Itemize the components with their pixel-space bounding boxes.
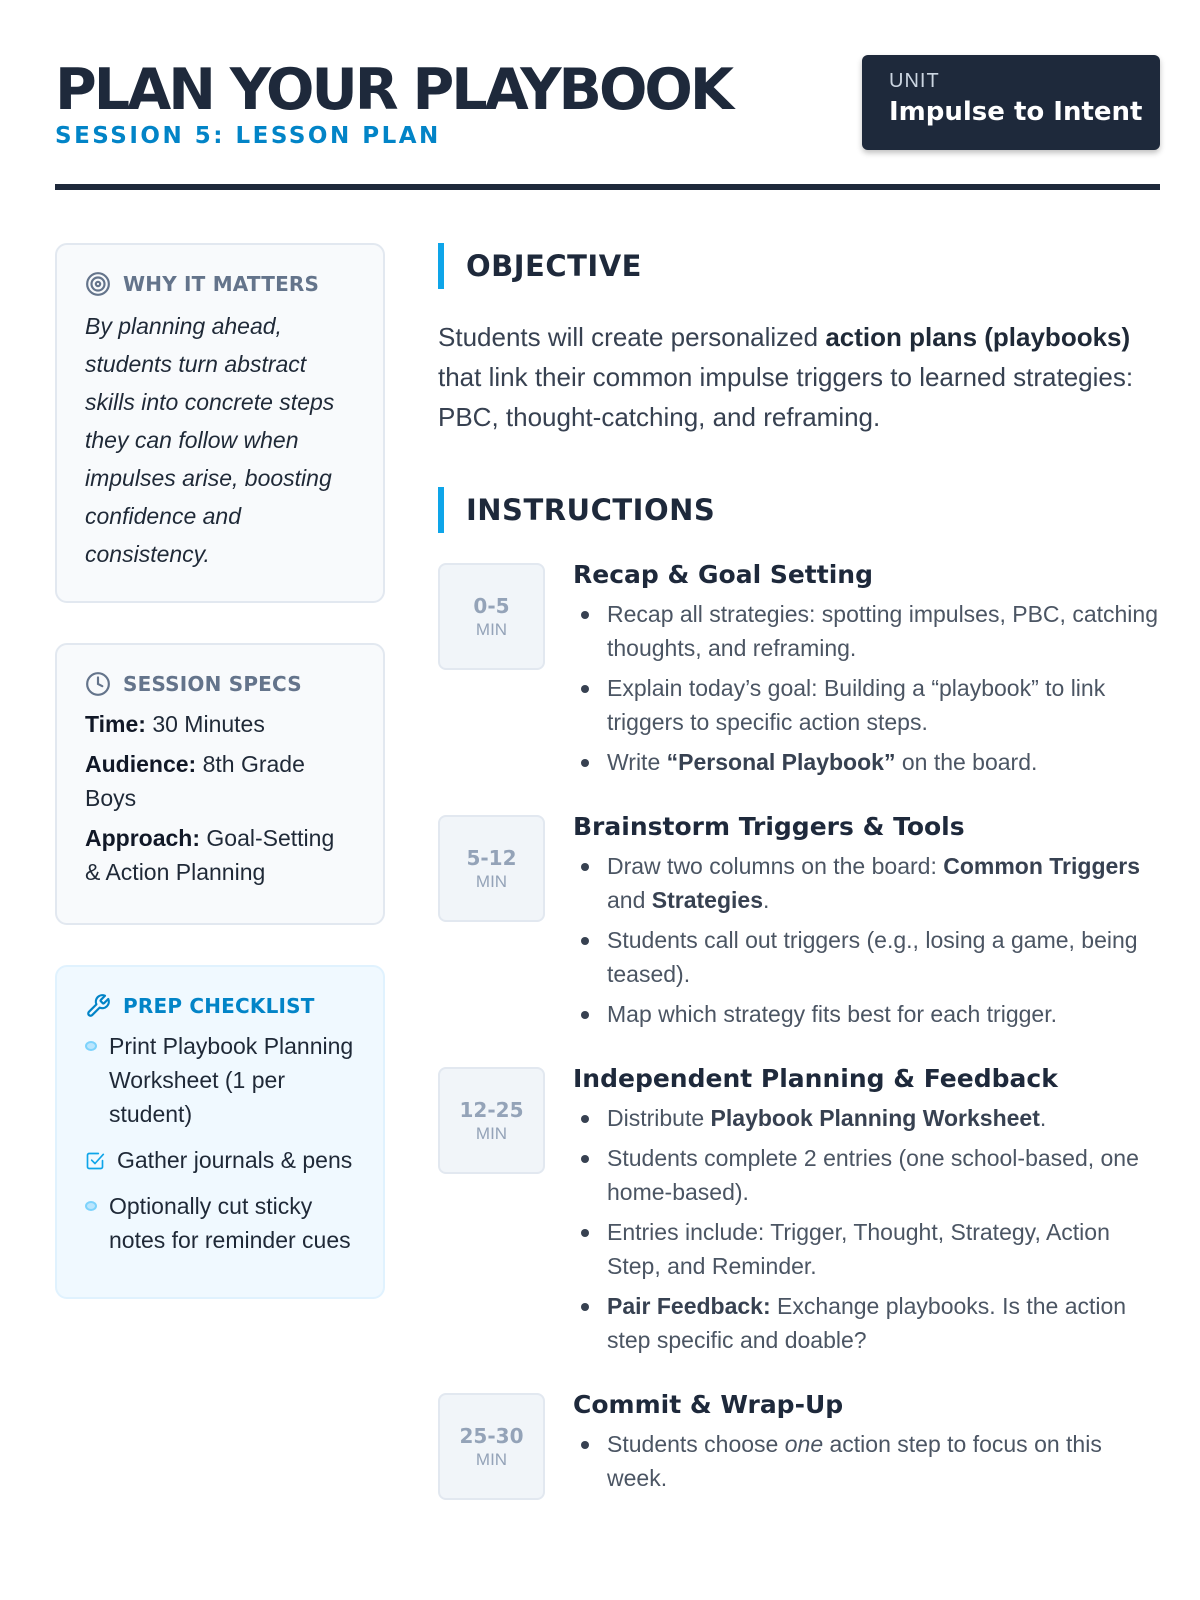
- clock-icon: [85, 671, 111, 697]
- checklist-item: [85, 1029, 355, 1131]
- step-recap: [438, 560, 1160, 785]
- page-header: [55, 55, 1160, 190]
- unit-label: UNIT: [889, 70, 940, 92]
- step-body: [573, 1064, 1160, 1363]
- checklist-item: [85, 1143, 355, 1177]
- time-box: [438, 563, 545, 670]
- step-bullet-text: .: [1039, 1105, 1047, 1131]
- step-bullet: Recap all strategies: spotting impulses, PBC, catching thoughts, and reframing.: [573, 597, 1160, 665]
- spec-time-label: Time:: [85, 711, 146, 737]
- checklist-item: [85, 1189, 355, 1257]
- time-range: 25-30: [459, 1423, 524, 1448]
- step-bullet: [573, 745, 1160, 779]
- step-bullet-emphasis: one: [784, 1431, 824, 1457]
- session-specs-card: [55, 643, 385, 925]
- step-body: [573, 1390, 1160, 1501]
- step-bullet-bold: “Personal Playbook”: [666, 749, 896, 775]
- step-bullets: [573, 1101, 1160, 1357]
- objective-header: [438, 243, 1160, 289]
- why-it-matters-text: By planning ahead, students turn abstract skills into concrete steps they can follow when impulses arise, boosting confidence and consistency.: [85, 313, 335, 567]
- step-bullet: [573, 1101, 1160, 1135]
- why-it-matters-header: [85, 271, 355, 297]
- step-bullet-text: Distribute: [607, 1105, 711, 1131]
- unit-name: Impulse to Intent: [889, 97, 1143, 127]
- step-bullets: [573, 597, 1160, 779]
- spec-approach-value: Goal-Setting & Action Planning: [85, 825, 335, 885]
- prep-checklist-card: [55, 965, 385, 1299]
- instructions-header: [438, 487, 1160, 533]
- checklist-item-text: Optionally cut sticky notes for reminder cues: [109, 1193, 351, 1253]
- unit-badge: [862, 55, 1160, 150]
- step-title: Brainstorm Triggers & Tools: [573, 812, 965, 841]
- session-specs-header: [85, 671, 355, 697]
- objective-title: OBJECTIVE: [466, 249, 642, 283]
- step-brainstorm: [438, 812, 1160, 1037]
- step-title: Recap & Goal Setting: [573, 560, 873, 589]
- step-bullet-text: and: [607, 887, 652, 913]
- step-bullet-text: Draw two columns on the board:: [607, 853, 944, 879]
- checklist-item-text: Print Playbook Planning Worksheet (1 per student): [109, 1033, 354, 1127]
- time-box: [438, 1393, 545, 1500]
- spec-audience-value: 8th Grade Boys: [85, 751, 305, 811]
- time-box: [438, 1067, 545, 1174]
- step-bullet-text: Students choose: [607, 1431, 785, 1457]
- objective-text-1: Students will create personalized: [438, 322, 826, 352]
- time-unit: MIN: [475, 619, 508, 639]
- step-bullet: Students call out triggers (e.g., losing a game, being teased).: [573, 923, 1160, 991]
- main-content: [438, 243, 1160, 1501]
- step-bullet-text: Write: [607, 749, 667, 775]
- step-bullet: Explain today’s goal: Building a “playbook” to link triggers to specific action steps.: [573, 671, 1160, 739]
- objective-text-2: that link their common impulse triggers to learned strategies: PBC, thought-catching, and reframing.: [438, 362, 1134, 432]
- checkbox-icon: [85, 1151, 105, 1171]
- time-unit: MIN: [475, 1123, 508, 1143]
- step-bullet-text: on the board.: [895, 749, 1038, 775]
- step-title: Independent Planning & Feedback: [573, 1064, 1058, 1093]
- time-unit: MIN: [475, 1449, 508, 1469]
- instructions-title: INSTRUCTIONS: [466, 493, 716, 527]
- prep-checklist: [85, 1029, 355, 1257]
- time-box: [438, 815, 545, 922]
- step-bullet: [573, 849, 1160, 917]
- prep-checklist-header: [85, 993, 355, 1019]
- step-title: Commit & Wrap-Up: [573, 1390, 844, 1419]
- spec-time: [85, 707, 355, 741]
- spec-audience-label: Audience:: [85, 751, 197, 777]
- checklist-item-text: Gather journals & pens: [117, 1147, 353, 1173]
- wrench-icon: [85, 993, 111, 1019]
- objective-text: [438, 317, 1160, 437]
- time-range: 0-5: [473, 593, 510, 618]
- step-bullet-text: .: [762, 887, 770, 913]
- target-icon: [85, 271, 111, 297]
- step-bullet: [573, 1289, 1160, 1357]
- spec-audience: [85, 747, 355, 815]
- spec-approach: [85, 821, 355, 889]
- step-bullet-bold: Playbook Planning Worksheet: [710, 1105, 1040, 1131]
- prep-checklist-title: PREP CHECKLIST: [123, 994, 315, 1018]
- why-it-matters-card: [55, 243, 385, 603]
- page-title: PLAN YOUR PLAYBOOK: [55, 57, 732, 123]
- step-body: [573, 560, 1160, 785]
- step-bullets: [573, 849, 1160, 1031]
- objective-bold: action plans (playbooks): [825, 322, 1131, 352]
- step-bullet-bold: Pair Feedback:: [607, 1293, 771, 1319]
- step-bullet: Map which strategy fits best for each trigger.: [573, 997, 1160, 1031]
- step-bullets: [573, 1427, 1160, 1495]
- page-subtitle: SESSION 5: LESSON PLAN: [55, 123, 441, 149]
- step-body: [573, 812, 1160, 1037]
- step-bullet: Students complete 2 entries (one school-based, one home-based).: [573, 1141, 1160, 1209]
- step-bullet-text: Exchange playbooks. Is the action step specific and doable?: [607, 1293, 1127, 1353]
- step-bullet-text: action step to focus on this week.: [607, 1431, 1102, 1491]
- spec-time-value: 30 Minutes: [145, 711, 265, 737]
- step-bullet: [573, 1427, 1160, 1495]
- time-range: 12-25: [459, 1097, 524, 1122]
- session-specs-title: SESSION SPECS: [123, 672, 302, 696]
- spec-approach-label: Approach:: [85, 825, 200, 851]
- step-bullet-bold: Strategies: [651, 887, 763, 913]
- step-bullet: Entries include: Trigger, Thought, Strategy, Action Step, and Reminder.: [573, 1215, 1160, 1283]
- step-bullet-bold: Common Triggers: [943, 853, 1141, 879]
- why-it-matters-title: WHY IT MATTERS: [123, 272, 320, 296]
- dot-bullet-icon: [85, 1201, 97, 1211]
- dot-bullet-icon: [85, 1041, 97, 1051]
- step-commit: [438, 1390, 1160, 1501]
- time-range: 5-12: [466, 845, 517, 870]
- sidebar: [55, 243, 385, 1339]
- time-unit: MIN: [475, 871, 508, 891]
- step-planning: [438, 1064, 1160, 1363]
